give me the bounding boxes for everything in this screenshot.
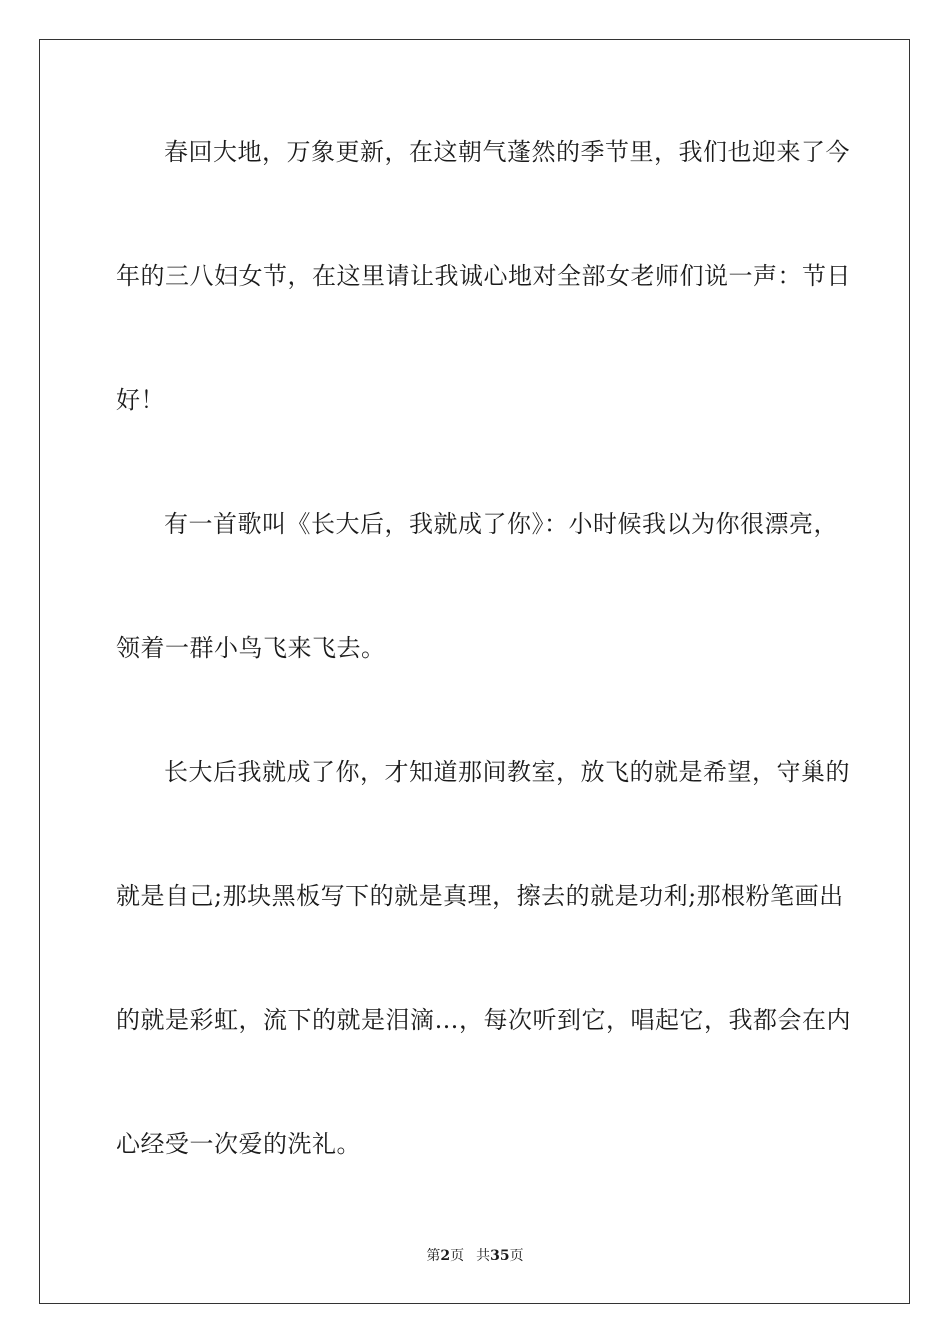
paragraph-2-line-1: 有一首歌叫《长大后，我就成了你》：小时候我以为你很漂亮， — [164, 510, 838, 538]
paragraph-3-line-3: 的就是彩虹，流下的就是泪滴…，每次听到它，唱起它，我都会在内 — [116, 1006, 851, 1034]
paragraph-1-line-2: 年的三八妇女节，在这里请让我诚心地对全部女老师们说一声：节日 — [116, 262, 851, 290]
total-suffix: 页 — [509, 1248, 524, 1264]
paragraph-3-line-4: 心经受一次爱的洗礼。 — [116, 1130, 361, 1158]
paragraph-2-line-2: 领着一群小鸟飞来飞去。 — [116, 634, 386, 662]
total-prefix: 共 — [476, 1248, 491, 1264]
page-suffix: 页 — [450, 1248, 465, 1264]
page-footer — [0, 1247, 950, 1265]
paragraph-1-line-3: 好！ — [116, 386, 165, 414]
paragraph-3-line-1: 长大后我就成了你，才知道那间教室，放飞的就是希望，守巢的 — [164, 758, 850, 786]
total-pages: 35 — [490, 1248, 510, 1264]
page-prefix: 第 — [426, 1248, 441, 1264]
paragraph-3-line-2: 就是自己;那块黑板写下的就是真理，擦去的就是功利;那根粉笔画出 — [116, 882, 844, 910]
page-number: 2 — [440, 1248, 451, 1264]
paragraph-1-line-1: 春回大地，万象更新，在这朝气蓬然的季节里，我们也迎来了今 — [164, 138, 850, 166]
page-border — [39, 39, 910, 1304]
